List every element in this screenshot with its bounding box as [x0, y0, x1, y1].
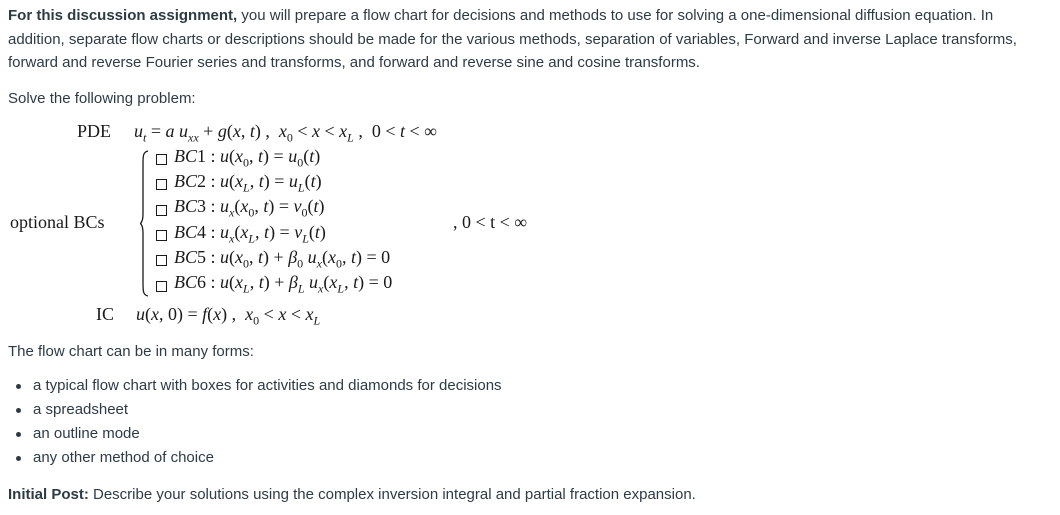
assignment-intro	[8, 4, 1048, 75]
left-brace	[140, 150, 149, 297]
bc6-equation: BC6 : $u(x_L$, $t) + \beta_L$ $u_x(x_L$, t) = 0	[174, 272, 393, 296]
intro-bold: For this discussion assignment,	[8, 7, 238, 24]
bc-list	[156, 147, 392, 299]
optional-bcs-label: optional BCs	[10, 212, 105, 232]
bc-time-range: , 0 < t < ∞	[453, 212, 528, 232]
bc1-checkbox[interactable]	[156, 154, 167, 165]
ic-label: IC	[96, 304, 114, 324]
initial-post-bold: Initial Post:	[8, 486, 89, 503]
bc6-row	[156, 273, 392, 298]
bc4-checkbox[interactable]	[156, 230, 167, 241]
pde-equation: $u_t = a$ $u_{xx} + g(x$, t) , $x_0 < x < x_L$ , 0 < t < ∞	[134, 121, 437, 145]
bc6-checkbox[interactable]	[156, 281, 167, 292]
bc4-equation: BC4 : $u_x(x_L$, $t) = v_L(t)$	[174, 221, 326, 246]
bc5-checkbox[interactable]	[156, 255, 167, 266]
bc3-equation: BC3 : $u_x(x_0$, $t) = v_0(t)$	[174, 196, 325, 220]
bc2-checkbox[interactable]	[156, 179, 167, 190]
list-item: an outline mode	[14, 422, 502, 446]
bc3-checkbox[interactable]	[156, 205, 167, 216]
solve-label: Solve the following problem:	[8, 90, 196, 107]
pde-label: PDE	[77, 121, 112, 141]
ic-equation: u(x, 0) = f(x) , $x_0 < x < x_L$	[136, 304, 321, 328]
list-item: a typical flow chart with boxes for activities and diamonds for decisions	[14, 374, 502, 398]
initial-post-text: Describe your solutions using the complex inversion integral and partial fraction expansion.	[88, 486, 696, 503]
initial-post	[8, 484, 696, 506]
forms-intro: The flow chart can be in many forms:	[8, 343, 254, 360]
forms-list	[14, 374, 502, 470]
intro-text: you will prepare a flow chart for decisions and methods to use for solving a one-dimensional diffusion equation. In addition, separate flow charts or descriptions should be made for the various methods, separation of variables, Forward and inverse Laplace transforms, forward and reverse Fourier series and transforms, and forward and reverse sine and cosine transforms.	[8, 7, 1017, 71]
bc2-equation: BC2 : $u(x_L$, $t) = u_L(t)$	[174, 171, 322, 195]
bc1-equation: BC1 : $u(x_0$, $t) = u_0(t)$	[174, 145, 321, 170]
list-item: a spreadsheet	[14, 398, 502, 422]
list-item: any other method of choice	[14, 446, 502, 470]
bc5-equation: BC5 : $u(x_0$, $t) + \beta_0$ $u_x(x_0$, t) = 0	[174, 246, 391, 271]
